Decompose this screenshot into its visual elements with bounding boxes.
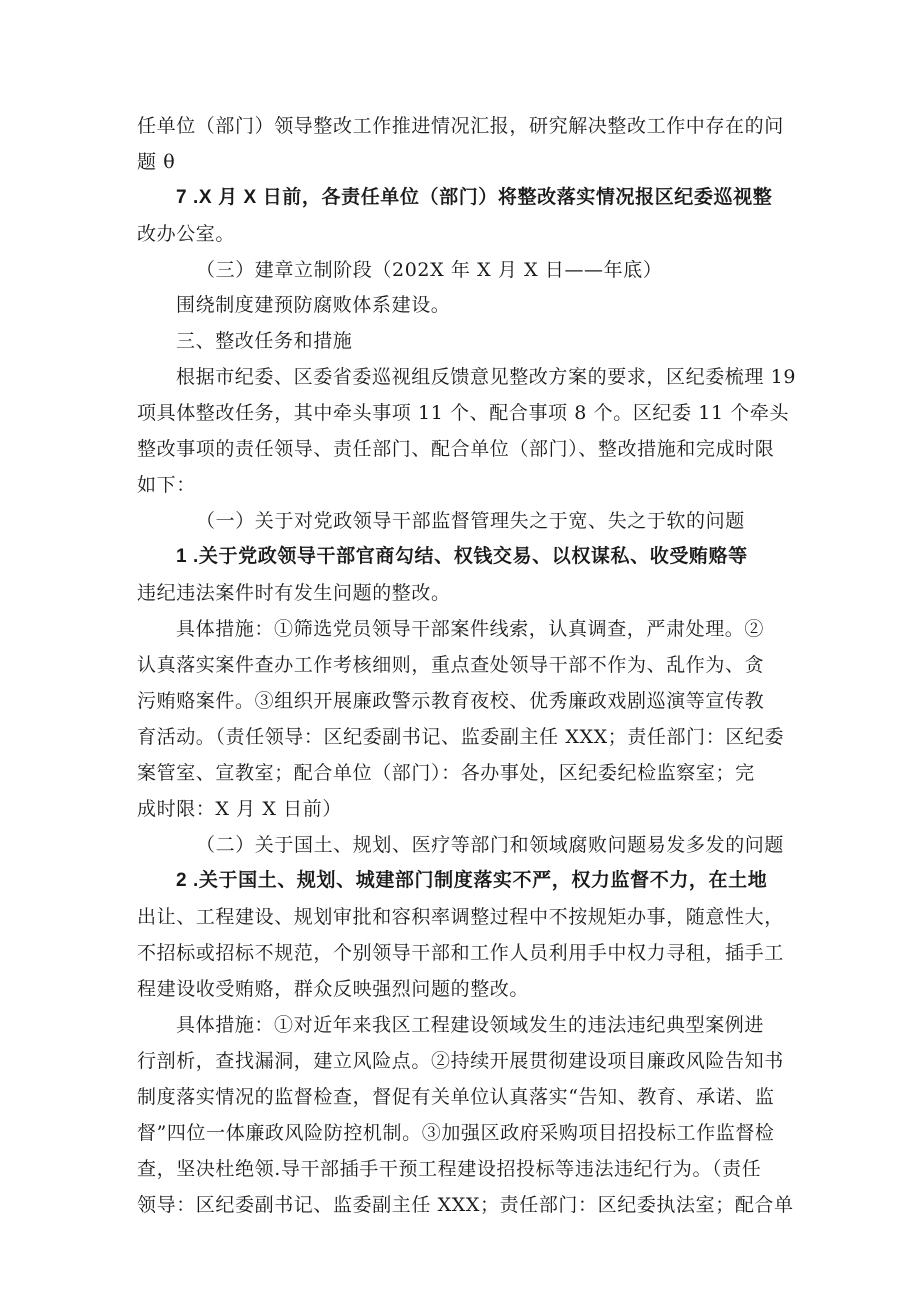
text-line: 项具体整改任务，其中牵头事项 11 个、配合事项 8 个。区纪委 11 个牵头: [137, 402, 790, 424]
subsection-heading-2: （二）关于国土、规划、医疗等部门和领域腐败问题易发多发的问题: [196, 834, 785, 856]
text-line: 整改事项的责任领导、责任部门、配合单位（部门）、整改措施和完成时限: [137, 438, 775, 460]
text-line: 领导：区纪委副书记、监委副主任 XXX；责任部门：区纪委执法室；配合单: [137, 1194, 794, 1216]
text-line: 违纪违法案件时有发生问题的整改。: [137, 582, 451, 604]
list-item-2: 2 .关于国土、规划、城建部门制度落实不严，权力监督不力，在土地: [176, 870, 768, 891]
text-line: 认真落实案件查办工作考核细则，重点查处领导干部不作为、乱作为、贪: [137, 654, 765, 676]
text-line: 污贿赂案件。③组织开展廉政警示教育夜校、优秀廉政戏剧巡演等宣传教: [137, 690, 765, 712]
text-line: 查，坚决杜绝领.导干部插手干预工程建设招投标等违法违纪行为。（责任: [137, 1158, 762, 1180]
text-line: 制度落实情况的监督检查，督促有关单位认真落实“告知、教育、承诺、监: [137, 1086, 775, 1108]
list-item-7: 7 .X 月 X 日前，各责任单位（部门）将整改落实情况报区纪委巡视整: [176, 187, 773, 208]
text-line: 育活动。（责任领导：区纪委副书记、监委副主任 XXX；责任部门：区纪委: [137, 726, 785, 748]
section-heading-3: （三）建章立制阶段（202X 年 X 月 X 日——年底）: [196, 259, 663, 281]
text-line: 程建设收受贿赂，群众反映强烈问题的整改。: [137, 978, 530, 1000]
text-line: 改办公室。: [137, 223, 236, 245]
text-line: 不招标或招标不规范，个别领导干部和工作人员利用手中权力寻租，插手工: [137, 942, 784, 964]
text-line: 成时限：X 月 X 日前）: [137, 798, 342, 820]
text-line: 督”四位一体廉政风险防控机制。③加强区政府采购项目招投标工作监督检: [137, 1122, 775, 1144]
text-line: 出让、工程建设、规划审批和容积率调整过程中不按规矩办事，随意性大，: [137, 906, 784, 928]
subsection-heading-1: （一）关于对党政领导干部监督管理失之于宽、失之于软的问题: [196, 510, 745, 532]
text-line: 具体措施：①对近年来我区工程建设领域发生的违法违纪典型案例进: [176, 1014, 765, 1036]
text-line: 如下：: [137, 474, 196, 496]
text-line: 任单位（部门）领导整改工作推进情况汇报，研究解决整改工作中存在的问: [137, 115, 784, 137]
text-line: 根据市纪委、区委省委巡视组反馈意见整改方案的要求，区纪委梳理 19: [176, 366, 797, 388]
list-item-1: 1 .关于党政领导干部官商勾结、权钱交易、以权谋私、收受贿赂等: [176, 546, 748, 567]
text-line: 题 θ: [137, 151, 176, 173]
text-line: 具体措施：①筛选党员领导干部案件线索，认真调查，严肃处理。②: [176, 618, 765, 640]
section-heading: 三、整改任务和措施: [176, 330, 353, 352]
text-line: 行剖析，查找漏洞，建立风险点。②持续开展贯彻建设项目廉政风险告知书: [137, 1050, 784, 1072]
text-line: 围绕制度建预防腐败体系建设。: [176, 294, 451, 316]
text-line: 案管室、宣教室；配合单位（部门）：各办事处，区纪委纪检监察室；完: [137, 762, 755, 784]
